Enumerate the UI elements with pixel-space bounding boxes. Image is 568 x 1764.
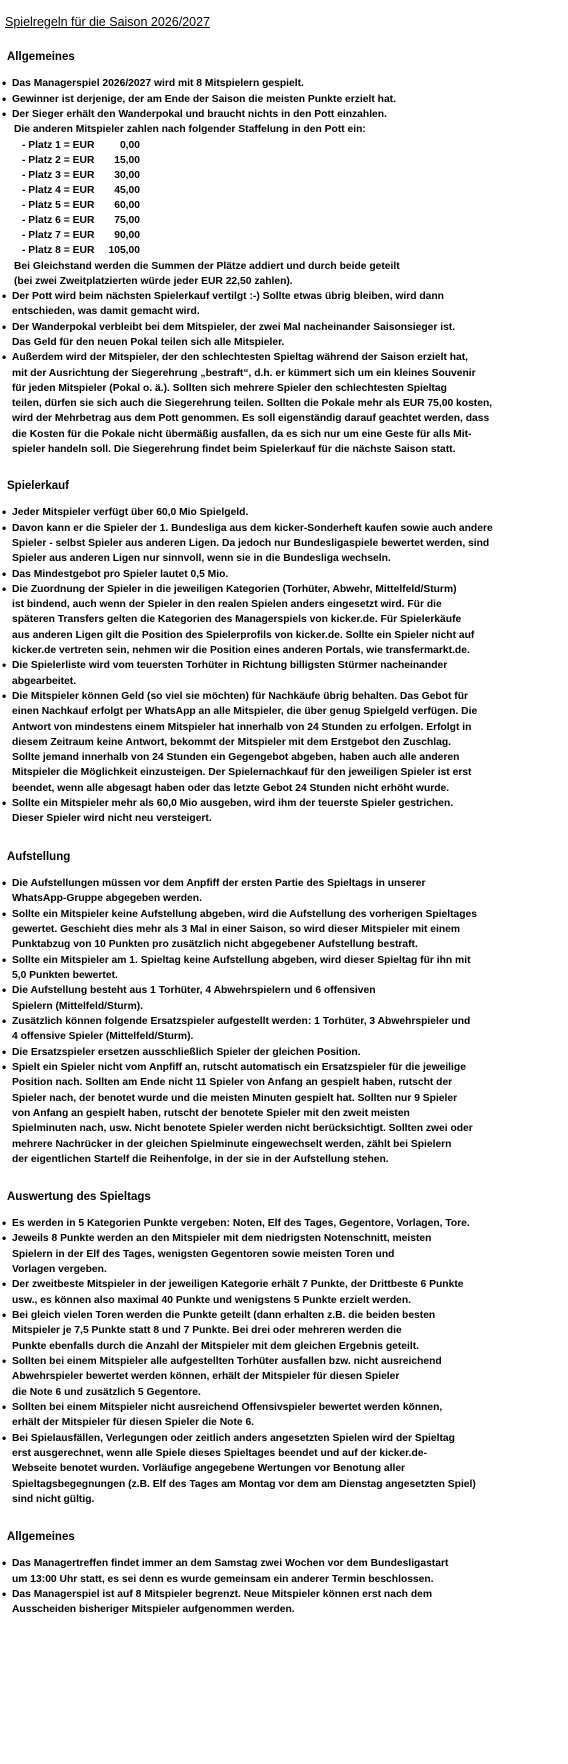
line-text: diesem Zeitraum keine Antwort, bekommt der Mitspieler mit dem Erstgebot den Zuschlag. [12, 737, 452, 748]
staffel-amount: 45,00 [114, 185, 140, 196]
line-text: erhält der Mitspieler für diesen Spieler die Note 6. [12, 1417, 255, 1428]
list-item-text: Sollten bei einem Mitspieler nicht ausreichend Offensivspieler bewertet werden können, [12, 1402, 443, 1413]
line-text: Abwehrspieler bewertet werden können, erhält der Mitspieler für diesen Spieler [12, 1371, 400, 1382]
list-item-text: Jeweils 8 Punkte werden an den Mitspieler mit dem niedrigsten Notenschnitt, meisten [12, 1233, 432, 1244]
line-text: Sollte jemand innerhalb von 24 Stunden ein Gegengebot abgeben, haben auch alle anderen [12, 752, 460, 763]
line-text: mehrere Nachrücker in der gleichen Spielminute eingewechselt werden, zählt bei Spielern [12, 1139, 452, 1150]
bullet-icon: • [2, 953, 7, 967]
section-heading-spielerkauf: Spielerkauf [7, 480, 69, 492]
line-text: Spielminuten nach, usw. Nicht benotete Spieler werden nicht berücksichtigt. Sollten zwei oder [12, 1123, 473, 1134]
line-text: Antwort von mindestens einem Mitspieler hat innerhalb von 24 Stunden zu erfolgen. Erfolgt in [12, 722, 472, 733]
bullet-icon: • [2, 876, 7, 890]
list-item-text: Sollte ein Mitspieler am 1. Spieltag keine Aufstellung abgeben, wird dieser Spieltag für ihn mit [12, 955, 471, 966]
line-text: der eigentlichen Startelf die Reihenfolge, in der sie in der Aufstellung stehen. [12, 1154, 389, 1165]
bullet-icon: • [2, 505, 7, 519]
line-text: aus anderen Ligen gilt die Position des Spielerprofils von kicker.de. Sollte ein Spieler nicht auf [12, 630, 475, 641]
line-text: 5,0 Punkten bewertet. [12, 970, 118, 981]
staffel-amount: 105,00 [108, 245, 140, 256]
section-heading-aufstellung: Aufstellung [7, 851, 71, 863]
list-item-text: Das Managerspiel ist auf 8 Mitspieler begrenzt. Neue Mitspieler können erst nach dem [12, 1589, 433, 1600]
document-title: Spielregeln für die Saison 2026/2027 [5, 15, 211, 29]
line-text: ist bindend, auch wenn der Spieler in den realen Spielen anders eingesetzt wird. Für die [12, 599, 442, 610]
bullet-icon: • [2, 689, 7, 703]
line-text: für jeden Mitspieler (Pokal o. ä.). Sollten sich mehrere Spieler den schlechtesten Spieltag [12, 383, 447, 394]
staffel-label: - Platz 8 = EUR [22, 245, 95, 256]
line-text: Ausscheiden bisheriger Mitspieler aufgenommen werden. [12, 1604, 295, 1615]
line-text: Die anderen Mitspieler zahlen nach folgender Staffelung in den Pott ein: [14, 124, 366, 135]
line-text: Vorlagen vergeben. [12, 1264, 107, 1275]
staffel-amount: 0,00 [119, 140, 140, 151]
bullet-icon: • [2, 658, 7, 672]
line-text: Spieler - selbst Spieler aus anderen Ligen. Da jedoch nur Bundesligaspiele bewertet werden, sind [12, 538, 490, 549]
bullet-icon: • [2, 92, 7, 106]
bullet-icon: • [2, 1587, 7, 1601]
line-text: Position nach. Sollten am Ende nicht 11 Spieler von Anfang an gespielt haben, rutscht der [12, 1077, 453, 1088]
bullet-icon: • [2, 567, 7, 581]
list-item-text: Es werden in 5 Kategorien Punkte vergeben: Noten, Elf des Tages, Gegentore, Vorlagen, Tore. [12, 1218, 470, 1229]
line-text: (bei zwei Zweitplatzierten würde jeder EUR 22,50 zahlen). [14, 276, 293, 287]
list-item-text: Gewinner ist derjenige, der am Ende der Saison die meisten Punkte erzielt hat. [12, 94, 396, 105]
bullet-icon: • [2, 320, 7, 334]
list-item-text: Das Managerspiel 2026/2027 wird mit 8 Mitspielern gespielt. [12, 78, 304, 89]
line-text: um 13:00 Uhr statt, es sei denn es wurde gemeinsam ein anderer Termin beschlossen. [12, 1574, 434, 1585]
section-heading-allgemeines-2: Allgemeines [7, 1531, 75, 1543]
line-text: Spielern in der Elf des Tages, wenigsten Gegentoren sowie meisten Toren und [12, 1249, 395, 1260]
bullet-icon: • [2, 1231, 7, 1245]
staffel-amount: 75,00 [114, 215, 140, 226]
bullet-icon: • [2, 1014, 7, 1028]
list-item-text: Bei Spielausfällen, Verlegungen oder zeitlich anders angesetzten Spielen wird der Spieltag [12, 1433, 455, 1444]
list-item-text: Der Pott wird beim nächsten Spielerkauf vertilgt :-) Sollte etwas übrig bleiben, wird dann [12, 291, 444, 302]
staffel-label: - Platz 5 = EUR [22, 200, 95, 211]
list-item-text: Der Sieger erhält den Wanderpokal und braucht nichts in den Pott einzahlen. [12, 109, 387, 120]
bullet-icon: • [2, 1400, 7, 1414]
staffel-label: - Platz 7 = EUR [22, 230, 95, 241]
list-item-text: Die Mitspieler können Geld (so viel sie möchten) für Nachkäufe übrig behalten. Das Gebot für [12, 691, 469, 702]
list-item-text: Jeder Mitspieler verfügt über 60,0 Mio Spielgeld. [12, 507, 249, 518]
staffel-label: - Platz 6 = EUR [22, 215, 95, 226]
line-text: Das Geld für den neuen Pokal teilen sich alle Mitspieler. [12, 337, 285, 348]
bullet-icon: • [2, 1308, 7, 1322]
line-text: mit der Ausrichtung der Siegerehrung „bestraft“, d.h. er kümmert sich um ein kleines Souvenir [12, 368, 476, 379]
list-item-text: Spielt ein Spieler nicht vom Anpfiff an, rutscht automatisch ein Ersatzspieler für die jeweilige [12, 1062, 466, 1073]
list-item-text: Der zweitbeste Mitspieler in der jeweiligen Kategorie erhält 7 Punkte, der Drittbeste 6 Punkte [12, 1279, 464, 1290]
staffel-label: - Platz 2 = EUR [22, 155, 95, 166]
list-item-text: Die Ersatzspieler ersetzen ausschließlich Spieler der gleichen Position. [12, 1047, 361, 1058]
list-item-text: Die Zuordnung der Spieler in die jeweiligen Kategorien (Torhüter, Abwehr, Mittelfeld/Sturm) [12, 584, 457, 595]
bullet-icon: • [2, 1045, 7, 1059]
line-text: Mitspieler die Möglichkeit einzusteigen. Der Spielernachkauf für den jeweiligen Spieler ist erst [12, 767, 472, 778]
line-text: gewertet. Geschieht dies mehr als 3 Mal in einer Saison, so wird dieser Mitspieler mit einem [12, 924, 461, 935]
section-heading-allgemeines: Allgemeines [7, 51, 75, 63]
line-text: die Kosten für die Pokale nicht übermäßig ausfallen, da es sich nur um eine Geste für alls Mit- [12, 429, 472, 440]
list-item-text: Außerdem wird der Mitspieler, der den schlechtesten Spieltag während der Saison erzielt hat, [12, 352, 469, 363]
staffel-amount: 60,00 [114, 200, 140, 211]
line-text: Punktabzug von 10 Punkten pro zusätzlich nicht abgegebener Aufstellung bestraft. [12, 939, 418, 950]
list-item-text: Zusätzlich können folgende Ersatzspieler aufgestellt werden: 1 Torhüter, 3 Abwehrspieler und [12, 1016, 471, 1027]
list-item-text: Das Mindestgebot pro Spieler lautet 0,5 Mio. [12, 569, 229, 580]
line-text: Spielern (Mittelfeld/Sturm). [12, 1001, 144, 1012]
list-item-text: Bei gleich vielen Toren werden die Punkte geteilt (dann erhalten z.B. die beiden besten [12, 1310, 436, 1321]
bullet-icon: • [2, 1216, 7, 1230]
staffel-label: - Platz 3 = EUR [22, 170, 95, 181]
list-item-text: Die Aufstellungen müssen vor dem Anpfiff der ersten Partie des Spieltags in unserer [12, 878, 426, 889]
section-heading-auswertung: Auswertung des Spieltags [7, 1191, 151, 1203]
line-text: spieler handeln soll. Die Siegerehrung findet beim Spielerkauf für die nächste Saison statt. [12, 444, 456, 455]
line-text: entschieden, was damit gemacht wird. [12, 306, 200, 317]
line-text: späteren Transfers gelten die Kategorien des Managerspiels von kicker.de. Für Spielerkäufe [12, 614, 462, 625]
line-text: kicker.de vertreten sein, nehmen wir die Position eines anderen Portals, wie transfermarkt.de. [12, 645, 470, 656]
bullet-icon: • [2, 521, 7, 535]
bullet-icon: • [2, 907, 7, 921]
bullet-icon: • [2, 76, 7, 90]
line-text: Mitspieler je 7,5 Punkte statt 8 und 7 Punkte. Bei drei oder mehreren werden die [12, 1325, 402, 1336]
staffel-amount: 15,00 [114, 155, 140, 166]
bullet-icon: • [2, 350, 7, 364]
line-text: Dieser Spieler wird nicht neu versteigert. [12, 813, 212, 824]
line-text: beendet, wenn alle abgesagt haben oder das letzte Gebot 24 Stunden nicht erhöht wurde. [12, 783, 450, 794]
list-item-text: Sollte ein Mitspieler keine Aufstellung abgeben, wird die Aufstellung des vorherigen Spieltages [12, 909, 477, 920]
bullet-icon: • [2, 1431, 7, 1445]
line-text: von Anfang an gespielt haben, rutscht der benotete Spieler mit den zweit meisten [12, 1108, 410, 1119]
list-item-text: Die Spielerliste wird vom teuersten Torhüter in Richtung billigsten Stürmer nacheinander [12, 660, 448, 671]
line-text: teilen, dürfen sie sich auch die Siegerehrung teilen. Sollten die Pokale mehr als EUR 75,00 kosten, [12, 398, 493, 409]
list-item-text: Die Aufstellung besteht aus 1 Torhüter, 4 Abwehrspielern und 6 offensiven [12, 985, 376, 996]
line-text: WhatsApp-Gruppe abgegeben werden. [12, 893, 202, 904]
list-item-text: Sollten bei einem Mitspieler alle aufgestellten Torhüter ausfallen bzw. nicht ausreichend [12, 1356, 442, 1367]
line-text: 4 offensive Spieler (Mittelfeld/Sturm). [12, 1031, 194, 1042]
bullet-icon: • [2, 796, 7, 810]
line-text: wird der Mehrbetrag aus dem Pott genommen. Es soll eigenständig darauf geachtet werden, dass [12, 413, 490, 424]
line-text: erst ausgerechnet, wenn alle Spiele dieses Spieltages beendet und auf der kicker.de- [12, 1448, 427, 1459]
bullet-icon: • [2, 1556, 7, 1570]
list-item-text: Das Managertreffen findet immer an dem Samstag zwei Wochen vor dem Bundesligastart [12, 1558, 449, 1569]
bullet-icon: • [2, 582, 7, 596]
staffel-label: - Platz 1 = EUR [22, 140, 95, 151]
line-text: Bei Gleichstand werden die Summen der Plätze addiert und durch beide geteilt [14, 261, 400, 272]
line-text: Webseite benotet wurden. Vorläufige angegebene Wertungen vor Benotung aller [12, 1463, 406, 1474]
bullet-icon: • [2, 1060, 7, 1074]
line-text: abgearbeitet. [12, 676, 77, 687]
line-text: die Note 6 und zusätzlich 5 Gegentore. [12, 1387, 201, 1398]
bullet-icon: • [2, 1354, 7, 1368]
line-text: Spieler nach, der benotet wurde und die meisten Minuten gespielt hat. Sollten nur 9 Spieler [12, 1093, 458, 1104]
list-item-text: Sollte ein Mitspieler mehr als 60,0 Mio ausgeben, wird ihm der teuerste Spieler gestrichen. [12, 798, 454, 809]
line-text: sind nicht gültig. [12, 1494, 95, 1505]
line-text: einen Nachkauf erfolgt per WhatsApp an alle Mitspieler, die über genug Spielgeld verfügen. Die [12, 706, 478, 717]
bullet-icon: • [2, 289, 7, 303]
staffel-amount: 90,00 [114, 230, 140, 241]
bullet-icon: • [2, 107, 7, 121]
line-text: Punkte ebenfalls durch die Anzahl der Mitspieler mit dem gleichen Ergebnis geteilt. [12, 1341, 420, 1352]
bullet-icon: • [2, 983, 7, 997]
list-item-text: Davon kann er die Spieler der 1. Bundesliga aus dem kicker-Sonderheft kaufen sowie auch andere [12, 523, 493, 534]
staffel-amount: 30,00 [114, 170, 140, 181]
list-item-text: Der Wanderpokal verbleibt bei dem Mitspieler, der zwei Mal nacheinander Saisonsieger ist. [12, 322, 456, 333]
staffel-label: - Platz 4 = EUR [22, 185, 95, 196]
line-text: Spieltagsbegegnungen (z.B. Elf des Tages am Montag vor dem am Dienstag angesetzten Spiel) [12, 1479, 476, 1490]
bullet-icon: • [2, 1277, 7, 1291]
line-text: usw., es können also maximal 40 Punkte und wenigstens 5 Punkte erzielt werden. [12, 1295, 412, 1306]
line-text: Spieler aus anderen Ligen nur sinnvoll, wenn sie in die Bundesliga wechseln. [12, 553, 391, 564]
